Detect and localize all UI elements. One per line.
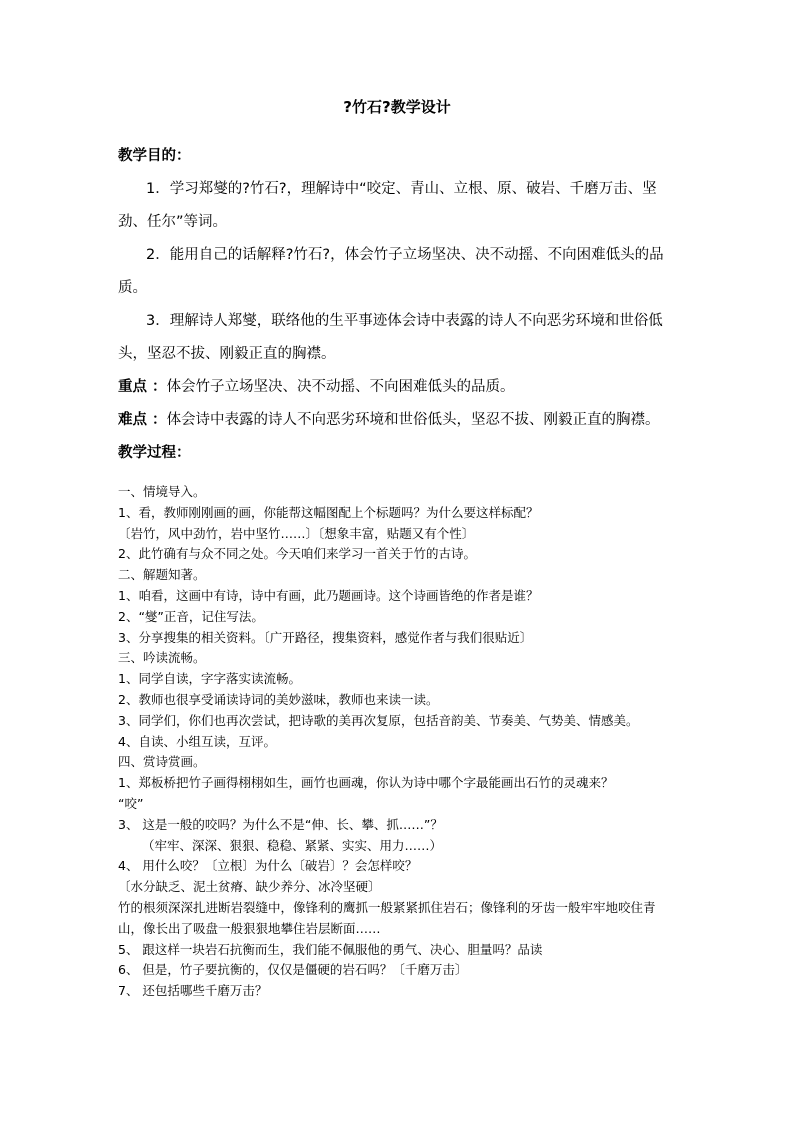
process-line: 1、郑板桥把竹子画得栩栩如生，画竹也画魂，你认为诗中哪个字最能画出石竹的灵魂来？ <box>118 775 614 791</box>
process-line: 二、解题知著。 <box>118 567 206 583</box>
process-line: 5、 跟这样一块岩石抗衡而生，我们能不佩服他的勇气、决心、胆量吗？品读 <box>118 941 543 957</box>
process-line: 1、咱看，这画中有诗，诗中有画，此乃题画诗。这个诗画皆绝的作者是谁？ <box>118 587 539 603</box>
process-line: 竹的根须深深扎进断岩裂缝中，像锋利的鹰抓一般紧紧抓住岩石；像锋利的牙齿一般牢牢地咬住青山，像长出了吸盘一般狠狠地攀住岩层断面…… <box>118 899 656 936</box>
process-line: 1、同学自读，字字落实读流畅。 <box>118 671 301 687</box>
process-line: 4、 用什么咬？〔立根〕为什么〔破岩〕？会怎样咬？ <box>118 858 418 874</box>
objectives-heading: 教学目的： <box>118 148 191 164</box>
document-title: ?竹石?教学设计 <box>343 98 451 116</box>
key-point <box>118 371 678 404</box>
process-section <box>118 482 678 1002</box>
objective-item-2: 2．能用自己的话解释?竹石?，体会竹子立场坚决、决不动摇、不向困难低头的品质。 <box>118 247 664 296</box>
difficulty <box>118 404 678 437</box>
process-line: 1、看，教师刚刚画的画，你能帮这幅图配上个标题吗？为什么要这样标配？ <box>118 504 539 520</box>
process-line: 2、此竹确有与众不同之处。今天咱们来学习一首关于竹的古诗。 <box>118 546 476 562</box>
process-line: 三、吟读流畅。 <box>118 650 206 666</box>
objective-item-3: 3．理解诗人郑燮，联络他的生平事迹体会诗中表露的诗人不向恶劣环境和世俗低头，坚忍不拔、刚毅正直的胸襟。 <box>118 313 663 362</box>
process-line: “咬” <box>118 795 144 811</box>
difficulty-label: 难点 ： <box>118 412 167 428</box>
process-line: 7、 还包括哪些千磨万击？ <box>118 983 268 999</box>
objectives-section <box>118 140 678 470</box>
process-line: 四、赏诗赏画。 <box>118 754 206 770</box>
key-point-text: 体会竹子立场坚决、决不动摇、不向困难低头的品质。 <box>166 379 515 395</box>
process-line: 3、同学们，你们也再次尝试，把诗歌的美再次复原，包括音韵美、节奏美、气势美、情感美。 <box>118 712 639 728</box>
process-line: 6、 但是，竹子要抗衡的，仅仅是僵硬的岩石吗？〔千磨万击〕 <box>118 962 468 978</box>
process-line: 〔岩竹，风中劲竹，岩中坚竹……〕〔想象丰富，贴题又有个性〕 <box>118 525 475 541</box>
process-line: 2、教师也很享受诵读诗词的美妙滋味，教师也来读一读。 <box>118 691 439 707</box>
process-line: 一、情境导入。 <box>118 484 206 499</box>
process-line: 3、 这是一般的咬吗？为什么不是“伸、长、攀、抓……”？ <box>118 816 443 832</box>
process-line: 2、“燮”正音，记住写法。 <box>118 608 264 624</box>
process-line: 4、自读、小组互读，互评。 <box>118 733 276 749</box>
process-line: 〔水分缺乏、泥土贫瘠、缺少养分、冰冷坚硬〕 <box>118 879 381 895</box>
process-line: 3、分享搜集的相关资料。〔广开路径，搜集资料，感觉作者与我们很贴近〕 <box>118 629 533 645</box>
key-point-label: 重点 ： <box>118 379 167 395</box>
difficulty-text: 体会诗中表露的诗人不向恶劣环境和世俗低头，坚忍不拔、刚毅正直的胸襟。 <box>166 412 660 428</box>
process-line: （牢牢、深深、狠狠、稳稳、紧紧、实实、用力……） <box>142 837 443 853</box>
process-heading: 教学过程： <box>118 445 191 461</box>
objective-item-1: 1．学习郑燮的?竹石?，理解诗中“咬定、青山、立根、原、破岩、千磨万击、坚劲、任尔”等词。 <box>118 181 657 230</box>
